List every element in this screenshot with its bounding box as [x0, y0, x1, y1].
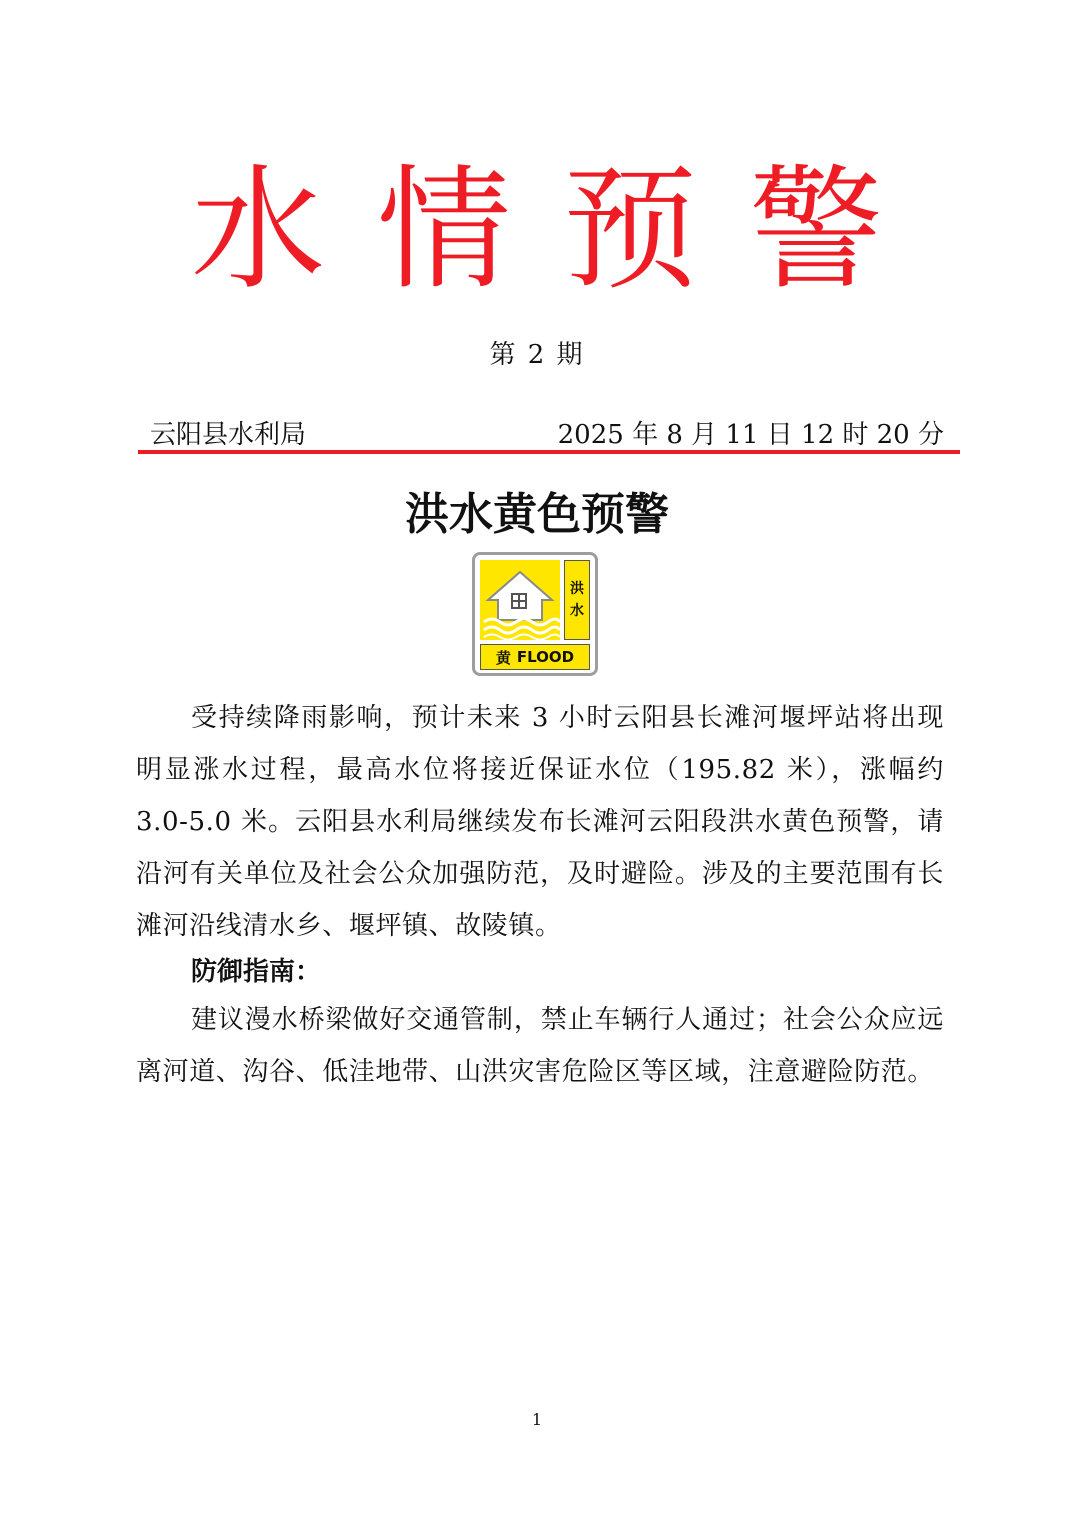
header-divider — [138, 450, 960, 454]
issue-datetime: 2025 年 8 月 11 日 12 时 20 分 — [557, 420, 944, 450]
masthead-char: 水 — [191, 152, 326, 308]
badge-level-char: 黄 — [495, 648, 511, 667]
flood-house-icon — [480, 560, 560, 640]
document-title: 洪水黄色预警 — [405, 489, 669, 540]
badge-side-char: 水 — [570, 603, 584, 619]
defense-guide-paragraph: 建议漫水桥梁做好交通管制，禁止车辆行人通过；社会公众应远离河道、沟谷、低洼地带、山洪灾害危险区等区域，注意避险防范。 — [136, 1005, 944, 1087]
badge-level-label — [480, 644, 590, 670]
issue-number: 第 2 期 — [489, 340, 585, 370]
badge-side-char: 洪 — [570, 581, 584, 597]
header-row — [150, 414, 944, 450]
issuing-organization: 云阳县水利局 — [150, 420, 307, 450]
flood-warning-badge — [472, 552, 598, 676]
masthead-char: 情 — [377, 152, 512, 308]
defense-guide-heading: 防御指南： — [191, 957, 322, 987]
warning-body-paragraph: 受持续降雨影响，预计未来 3 小时云阳县长滩河堰坪站将出现明显涨水过程，最高水位将接近保证水位（195.82 米），涨幅约 3.0-5.0 米。云阳县水利局继续发布长滩河云阳段洪水黄色预警，请沿河有关单位及社会公众加强防范，及时避险。涉及的主要范围有长滩河沿线清水乡、堰坪镇、故陵镇。 — [136, 703, 944, 941]
page-number: 1 — [531, 1410, 543, 1429]
masthead-char: 警 — [749, 152, 884, 308]
masthead-title — [0, 150, 1074, 310]
masthead-char: 预 — [563, 152, 698, 308]
badge-flood-text: FLOOD — [516, 648, 575, 666]
badge-side-label — [564, 560, 590, 640]
